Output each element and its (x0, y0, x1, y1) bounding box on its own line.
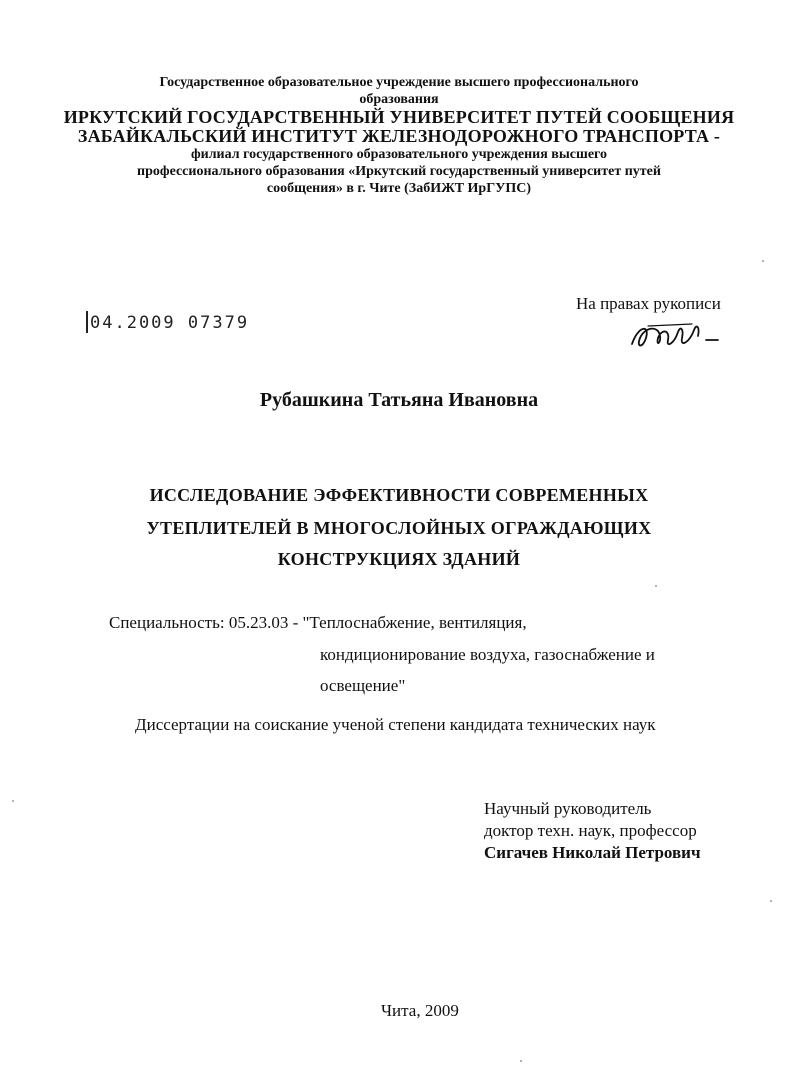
header-line-1: Государственное образовательное учреждение высшего профессионального (159, 75, 639, 90)
stamp-bar (86, 311, 88, 333)
branch-line-2: профессионального образования «Иркутский государственный университет путей (137, 164, 661, 179)
thesis-title-line-3: КОНСТРУКЦИЯХ ЗДАНИЙ (277, 549, 521, 569)
signature-icon (628, 318, 728, 354)
specialty-line-2: кондиционирование воздуха, газоснабжение и (320, 645, 655, 664)
institute-name: ЗАБАЙКАЛЬСКИЙ ИНСТИТУТ ЖЕЛЕЗНОДОРОЖНОГО ТРАНСПОРТА - (77, 126, 721, 146)
branch-line-3: сообщения» в г. Чите (ЗабИЖТ ИрГУПС) (266, 181, 532, 196)
scan-speck (770, 900, 772, 902)
header-line-2: образования (359, 92, 439, 107)
thesis-title-line-1: ИССЛЕДОВАНИЕ ЭФФЕКТИВНОСТИ СОВРЕМЕННЫХ (149, 485, 649, 505)
scan-speck (655, 585, 657, 587)
degree-statement: Диссертации на соискание ученой степени кандидата технических наук (135, 715, 656, 734)
university-name: ИРКУТСКИЙ ГОСУДАРСТВЕННЫЙ УНИВЕРСИТЕТ ПУТЕЙ СООБЩЕНИЯ (63, 107, 735, 127)
scan-speck (12, 800, 14, 802)
specialty-line-1: Специальность: 05.23.03 - "Теплоснабжение, вентиляция, (109, 613, 527, 632)
branch-line-1: филиал государственного образовательного учреждения высшего (190, 147, 608, 162)
scan-speck (520, 1060, 522, 1062)
thesis-title-line-2: УТЕПЛИТЕЛЕЙ В МНОГОСЛОЙНЫХ ОГРАЖДАЮЩИХ (146, 518, 652, 538)
library-stamp-number: 04.2009 07379 (90, 313, 250, 333)
author-name: Рубашкина Татьяна Ивановна (259, 389, 539, 411)
supervisor-role: Научный руководитель (484, 799, 652, 818)
city-year: Чита, 2009 (381, 1001, 459, 1020)
supervisor-rank: доктор техн. наук, профессор (484, 821, 697, 840)
specialty-line-3: освещение" (320, 676, 406, 695)
supervisor-name: Сигачев Николай Петрович (484, 843, 701, 862)
scan-speck (762, 260, 764, 262)
manuscript-note: На правах рукописи (576, 294, 721, 313)
